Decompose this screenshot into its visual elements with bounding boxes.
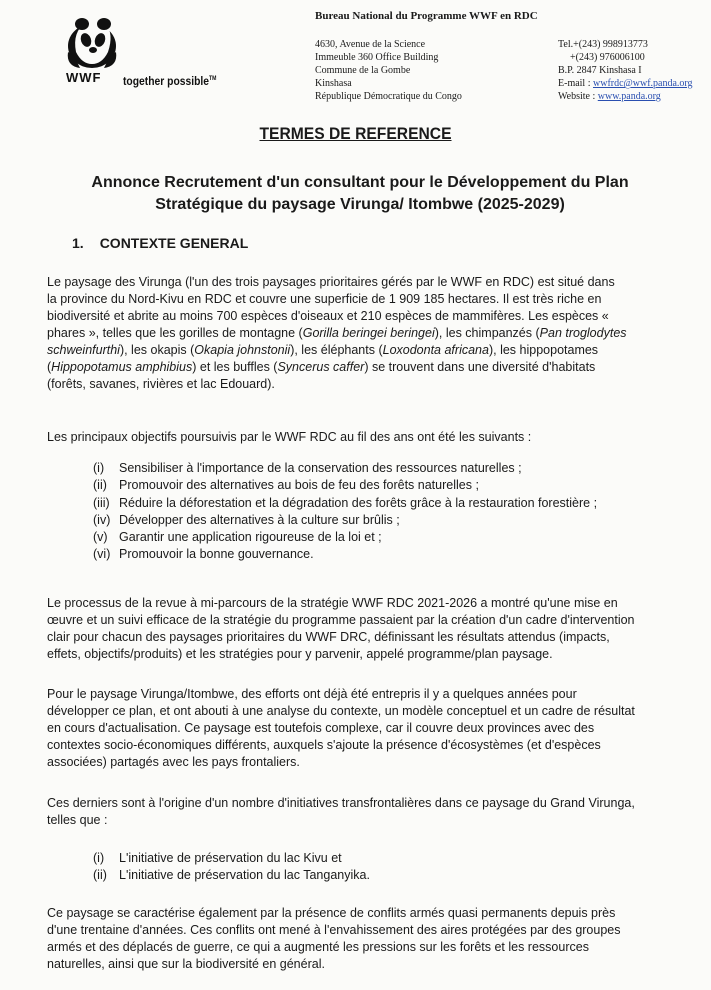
objectives-list	[93, 460, 653, 564]
list-item: (ii) L'initiative de préservation du lac Tanganyika.	[93, 868, 370, 883]
postal-address: 4630, Avenue de la Science Immeuble 360 Office Building Commune de la Gombe Kinshasa République Démocratique du Congo	[315, 39, 462, 102]
document-title: TERMES DE REFERENCE	[259, 124, 452, 143]
announcement-title: Annonce Recrutement d'un consultant pour le Développement du Plan Stratégique du paysage Virunga/ Itombwe (2025-2029)	[91, 174, 629, 213]
website-link[interactable]: www.panda.org	[597, 91, 661, 102]
list-item: (vi) Promouvoir la bonne gouvernance.	[93, 547, 314, 562]
email-link[interactable]: wwfrdc@wwf.panda.org	[593, 78, 693, 89]
list-item: (v) Garantir une application rigoureuse de la loi et ;	[93, 530, 382, 545]
list-item: (ii) Promouvoir des alternatives au bois de feu des forêts naturelles ;	[93, 478, 479, 493]
list-item: (iv) Développer des alternatives à la culture sur brûlis ;	[93, 512, 400, 527]
logo-wordmark: WWF	[66, 70, 102, 85]
list-item: (i) L'initiative de préservation du lac Kivu et	[93, 851, 342, 865]
section-heading: 1. CONTEXTE GENERAL	[72, 235, 249, 251]
list-item: (iii) Réduire la déforestation et la dégradation des forêts grâce à la restauration forestière ;	[93, 495, 598, 510]
tagline: together possible™	[123, 74, 217, 88]
paragraph-initiatives-intro: Ces derniers sont à l'origine d'un nombre d'initiatives transfrontalières dans ce paysage du Grand Virunga, telles que :	[47, 796, 635, 827]
initiatives-list	[93, 850, 653, 885]
paragraph-midterm-review: Le processus de la revue à mi-parcours de la stratégie WWF RDC 2021-2026 a montré qu'une mise en œuvre et un suivi efficace de la stratégie du programme passaient par la création d'un cadre d'intervention clair pour chacun des paysages prioritaires du WWF DRC, définissant les résultats attendus (impacts, effets, objectifs/produits) et les stratégies pour y parvenir, appelé programme/plan paysage.	[47, 596, 635, 661]
list-item: (i) Sensibiliser à l'importance de la conservation des ressources naturelles ;	[93, 461, 522, 475]
paragraph-virunga-itombwe: Pour le paysage Virunga/Itombwe, des efforts ont déjà été entrepris il y a quelques années pour développer ce plan, et ont abouti à une analyse du contexte, un modèle conceptuel et un cadre de résultat en cours d'actualisation. Ce paysage est toutefois complexe, car il couvre deux provinces avec des contextes socio-économiques différents, auxquels s'ajoute la présence d'écosystèmes (et d'espèces associées) partagés avec les pays frontaliers.	[47, 687, 635, 769]
bureau-name: Bureau National du Programme WWF en RDC	[315, 10, 538, 22]
paragraph-context: Le paysage des Virunga (l'un des trois paysages prioritaires gérés par le WWF en RDC) est situé dans la province du Nord-Kivu en RDC et couvre une superficie de 1 909 185 hectares. Il est très riche en biodiversité et abrite au moins 700 espèces d'oiseaux et 210 espèces de mammifères. Les espèces « phares », telles que les gorilles de montagne (Gorilla beringei beringei), les chimpanzés (Pan troglodytes schweinfurthi), les okapis (Okapia johnstonii), les éléphants (Loxodonta africana), les hippopotames (Hippopotamus amphibius) et les buffles (Syncerus caffer) se trouvent dans une diversité d'habitats (forêts, savanes, rivières et lac Edouard).	[47, 275, 627, 391]
wwf-panda-logo	[62, 12, 122, 70]
panda-icon	[62, 12, 122, 70]
contact-block: Tel.+(243) 998913773 +(243) 976006100 B.P. 2847 Kinshasa I E-mail : wwfrdc@wwf.panda.org Website : www.panda.org	[558, 39, 693, 102]
paragraph-armed-conflicts: Ce paysage se caractérise également par la présence de conflits armés quasi permanents depuis près d'une trentaine d'années. Ces conflits ont mené à l'envahissement des aires protégées par des groupes armés et des déplacés de guerre, ce qui a augmenté les pressions sur les forêts et les ressources naturelles, ainsi que sur la biodiversité en général.	[47, 906, 621, 971]
paragraph-objectives-intro: Les principaux objectifs poursuivis par le WWF RDC au fil des ans ont été les suivants :	[47, 430, 532, 444]
